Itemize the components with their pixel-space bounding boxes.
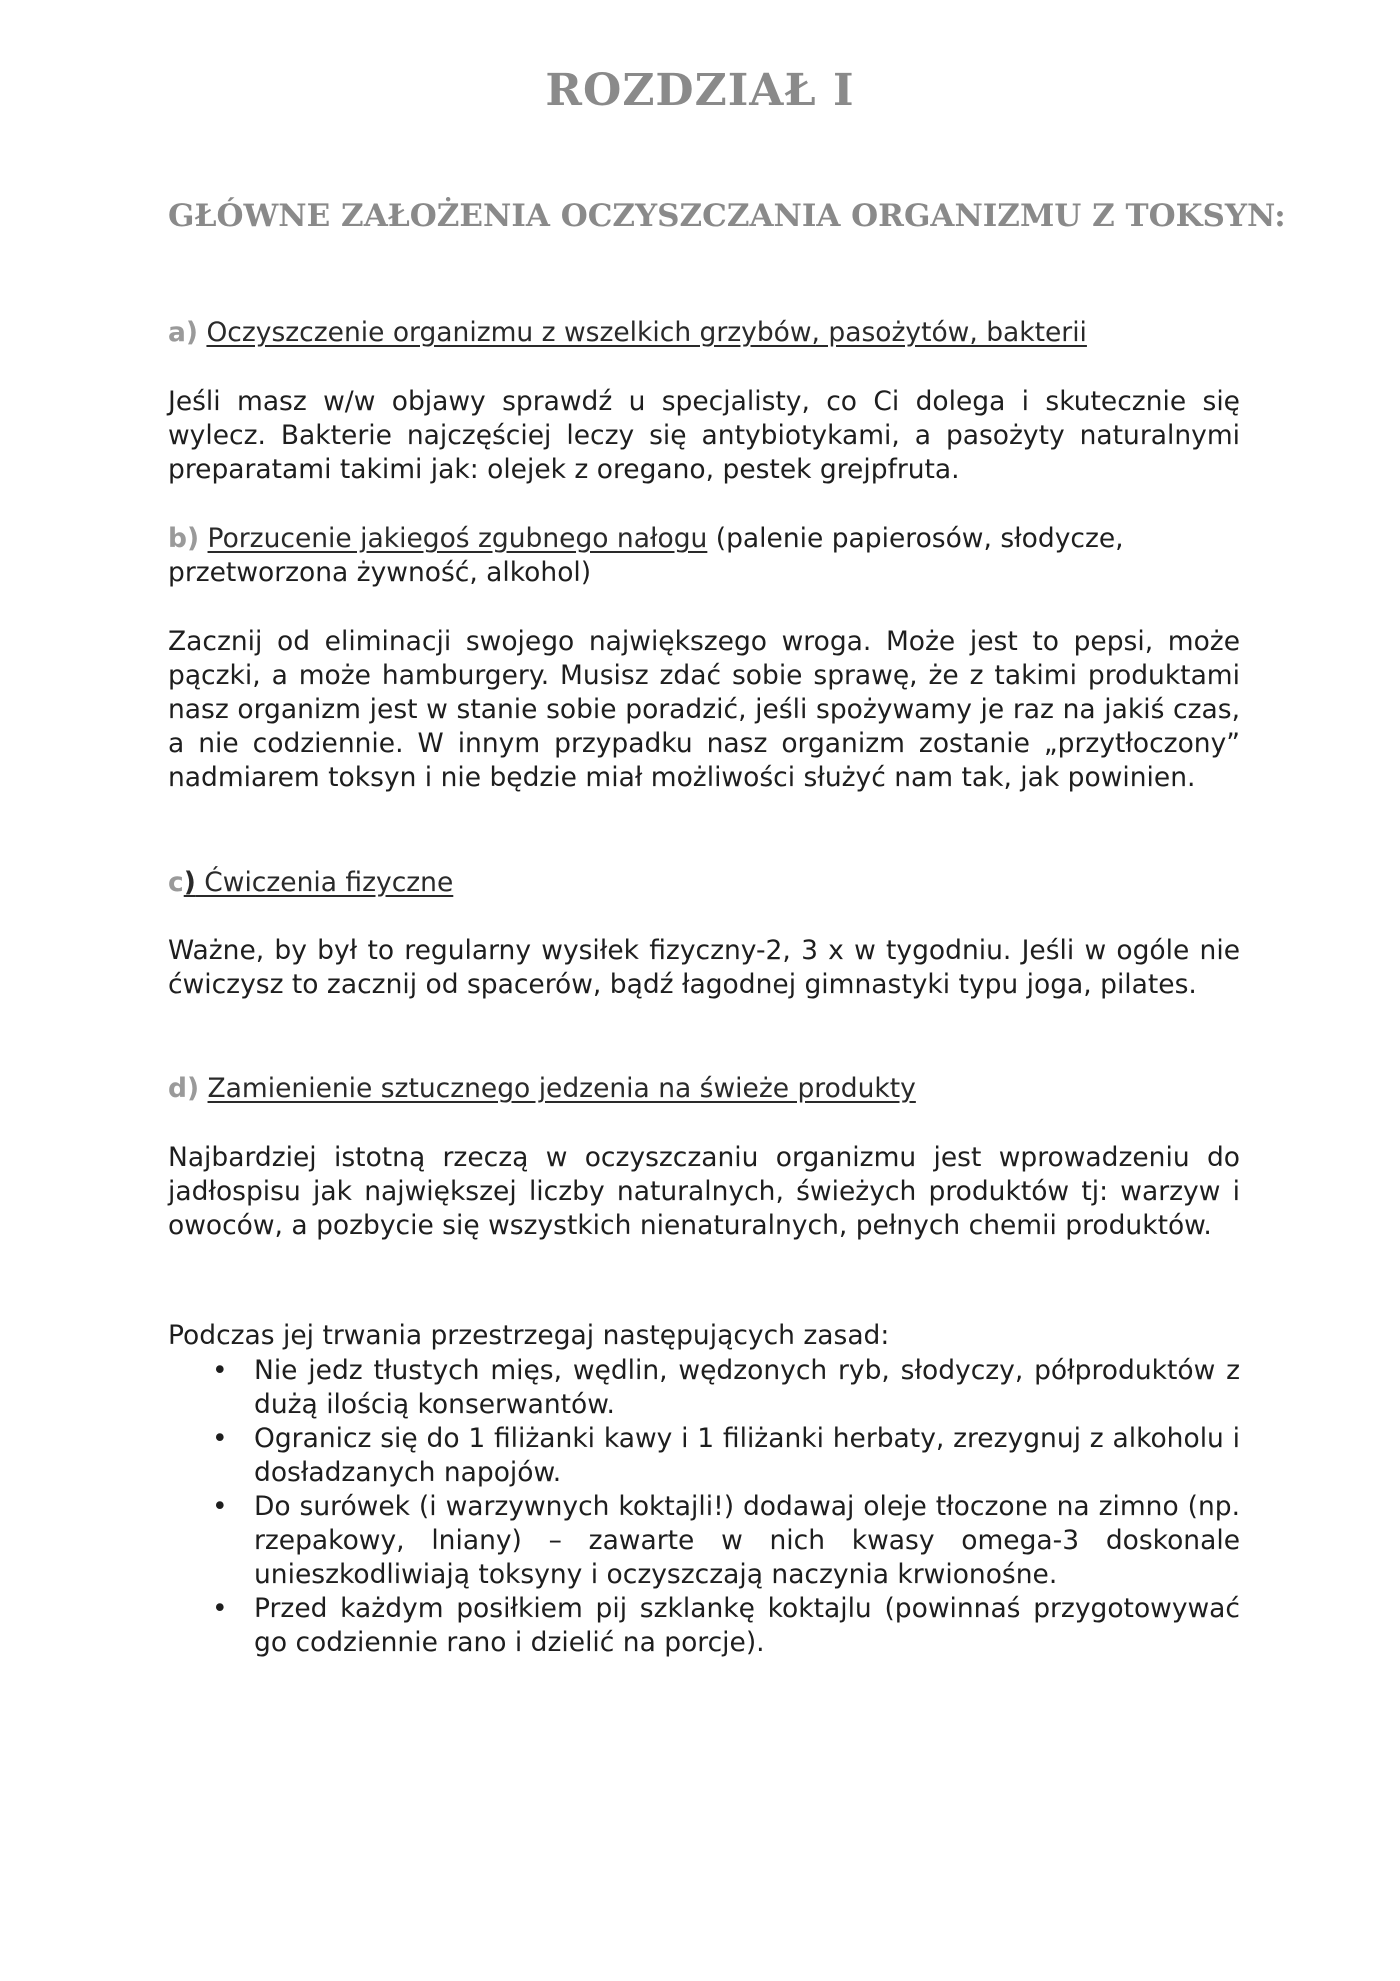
- section-a-title: Oczyszczenie organizmu z wszelkich grzybów, pasożytów, bakterii: [206, 317, 1087, 348]
- list-item: [168, 1354, 1240, 1422]
- section-c-title: Ćwiczenia fizyczne: [195, 867, 454, 898]
- section-d-title: Zamienienie sztucznego jedzenia na świeże produkty: [207, 1073, 916, 1104]
- bullet-icon: •: [212, 1593, 228, 1624]
- main-heading: GŁÓWNE ZAŁOŻENIA OCZYSZCZANIA ORGANIZMU Z TOKSYN:: [168, 198, 1286, 234]
- section-b-title-suffix: (palenie papierosów, słodycze, przetworzona żywność, alkohol): [168, 523, 1124, 588]
- list-item: [168, 1490, 1240, 1592]
- section-b-paragraph: Zacznij od eliminacji swojego największego wroga. Może jest to pepsi, może pączki, a może hamburgery. Musisz zdać sobie sprawę, że z takimi produktami nasz organizm jest w stanie sobie poradzić, jeśli spożywamy je raz na jakiś czas, a nie codziennie. W innym przypadku nasz organizm zostanie „przytłoczony” nadmiarem toksyn i nie będzie miał możliwości służyć nam tak, jak powinien.: [168, 626, 1240, 793]
- bullet-icon: •: [212, 1491, 228, 1522]
- section-b-title: Porzucenie jakiegoś zgubnego nałogu: [207, 523, 708, 554]
- section-a-heading: [168, 316, 1248, 350]
- section-c-paragraph: Ważne, by był to regularny wysiłek fizyczny-2, 3 x w tygodniu. Jeśli w ogóle nie ćwiczysz to zacznij od spacerów, bądź łagodnej gimnastyki typu joga, pilates.: [168, 935, 1240, 1000]
- section-d-paragraph: Najbardziej istotną rzeczą w oczyszczaniu organizmu jest wprowadzeniu do jadłospisu jak największej liczby naturalnych, świeżych produktów tj: warzyw i owoców, a pozbycie się wszystkich nienaturalnych, pełnych chemii produktów.: [168, 1142, 1240, 1241]
- list-item-text: Nie jedz tłustych mięs, wędlin, wędzonych ryb, słodyczy, półproduktów z dużą ilością konserwantów.: [254, 1355, 1240, 1420]
- section-c-letter: c: [168, 867, 184, 898]
- list-item: [168, 1592, 1240, 1660]
- section-b-heading: [168, 522, 1248, 590]
- rules-intro: Podczas jej trwania przestrzegaj następujących zasad:: [168, 1320, 890, 1351]
- list-item-text: Ogranicz się do 1 filiżanki kawy i 1 filiżanki herbaty, zrezygnuj z alkoholu i dosładzanych napojów.: [254, 1423, 1240, 1488]
- section-c-paren: ): [183, 867, 196, 898]
- section-c-heading: [168, 866, 1248, 900]
- section-b-letter: b): [168, 523, 200, 554]
- bullet-icon: •: [212, 1355, 228, 1386]
- chapter-title: ROZDZIAŁ I: [545, 65, 855, 116]
- section-d-letter: d): [168, 1073, 200, 1104]
- section-a-paragraph: Jeśli masz w/w objawy sprawdź u specjalisty, co Ci dolega i skutecznie się wylecz. Bakterie najczęściej leczy się antybiotykami, a pasożyty naturalnymi preparatami takimi jak: olejek z oregano, pestek grejpfruta.: [168, 386, 1240, 485]
- section-a-letter: a): [168, 317, 198, 348]
- section-d-heading: [168, 1072, 1248, 1106]
- list-item: [168, 1422, 1240, 1490]
- rules-list: [168, 1354, 1240, 1660]
- bullet-icon: •: [212, 1423, 228, 1454]
- list-item-text: Przed każdym posiłkiem pij szklankę koktajlu (powinnaś przygotowywać go codziennie rano i dzielić na porcje).: [254, 1593, 1240, 1658]
- list-item-text: Do surówek (i warzywnych koktajli!) dodawaj oleje tłoczone na zimno (np. rzepakowy, lniany) – zawarte w nich kwasy omega-3 doskonale unieszkodliwiają toksyny i oczyszczają naczynia krwionośne.: [254, 1491, 1240, 1590]
